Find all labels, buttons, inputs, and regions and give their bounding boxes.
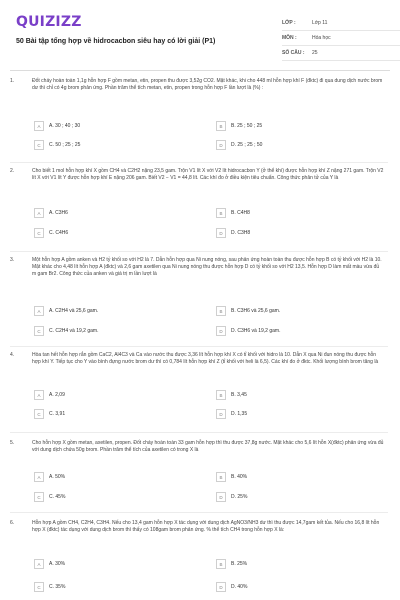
option-letter-box: A (34, 208, 44, 218)
option-letter-box: A (34, 559, 44, 569)
meta-table (282, 16, 400, 61)
question-text: Hỗn hợp A gồm CH4, C2H4, C3H4. Nếu cho 13,4 gam hỗn hợp X tác dụng với dung dịch AgNO3/NH3 dư thì thu được 14,7gam kết tủa. Nếu cho 16,8 lít hỗn hợp X (đktc) tác dụng với dung dịch brom thì thấy có 108gam brom phản ứng. % thể tích CH4 trong hỗn hợp X là: (32, 520, 380, 533)
question-number: 3. (10, 257, 15, 263)
question-number: 4. (10, 352, 15, 358)
option-text: D. 40% (231, 584, 248, 590)
worksheet-header (16, 6, 390, 68)
meta-value: 25 (312, 50, 318, 56)
option-letter-box: C (34, 228, 44, 238)
option-c[interactable] (34, 490, 184, 504)
worksheet-title: 50 Bài tập tổng hợp về hidrocacbon siêu hay có lời giải (P1) (16, 38, 216, 45)
option-letter-box: D (216, 326, 226, 336)
question-2 (10, 168, 388, 252)
option-d[interactable] (216, 580, 366, 594)
option-letter-box: D (216, 140, 226, 150)
option-d[interactable] (216, 407, 366, 421)
option-d[interactable] (216, 490, 366, 504)
option-c[interactable] (34, 324, 184, 338)
option-text: A. 30% (49, 561, 66, 567)
option-text: C. 35% (49, 584, 66, 590)
option-text: A. 50% (49, 474, 66, 480)
question-text: Hòa tan hết hỗn hợp rắn gồm CaC2, Al4C3 và Ca vào nước thu được 3,36 lít hỗn hợp khí X có tỉ khối với hidro là 10. Dẫn X qua Ni đun nóng thu được hỗn hợp khí Y. Tiếp tục cho Y vào bình đựng nước brom dư thì có 0,784 lít hỗn hợp khí Z (tỉ khối với heli là 6,5). Các khí đo ở đktc. Khối lượng bình brom tăng là (32, 352, 379, 365)
meta-key: SỐ CÂU : (282, 50, 305, 56)
question-5 (10, 440, 388, 516)
meta-key: MÔN : (282, 35, 297, 41)
question-6 (10, 520, 388, 600)
option-d[interactable] (216, 138, 366, 152)
option-letter-box: D (216, 409, 226, 419)
option-text: B. 25% (231, 561, 248, 567)
option-text: D. C3H8 (231, 230, 251, 236)
quizizz-logo: QUIZIZZ (16, 14, 82, 30)
question-divider (10, 512, 388, 513)
option-a[interactable] (34, 119, 184, 133)
option-b[interactable] (216, 388, 366, 402)
option-c[interactable] (34, 138, 184, 152)
question-text: Cho hỗn hợp X gồm metan, axetilen, propen. Đốt cháy hoàn toàn 33 gam hỗn hợp thì thu được 37,8g nước. Mặt khác cho 5,6 lít hỗn X(đktc) phản ứng vừa đủ với dung dịch chứa 50g brom. Phần trăm thể tích của axetilen có trong X là (32, 440, 384, 453)
option-letter-box: C (34, 492, 44, 502)
option-text: A. 2,09 (49, 392, 65, 398)
option-text: D. 25 ; 25 ; 50 (231, 142, 263, 148)
option-letter-box: C (34, 409, 44, 419)
option-text: A. C2H4 và 25,6 gam. (49, 308, 99, 314)
option-letter-box: A (34, 472, 44, 482)
question-text: Đốt cháy hoàn toàn 1,1g hỗn hợp F gồm metan, etin, propen thu được 3,52g CO2. Mặt khác, khi cho 448 ml hỗn hợp khí F (đktc) đi qua dung dịch nước brom dư thì chỉ có 4g brom phản ứng. Phần trăm thể tích metan, etin, propen trong hỗn hợp F lần lượt là (%) : (32, 78, 383, 91)
question-3 (10, 257, 388, 349)
question-divider (10, 432, 388, 433)
option-text: C. 45% (49, 494, 66, 500)
option-text: C. 50 ; 25 ; 25 (49, 142, 81, 148)
header-divider (10, 70, 390, 71)
question-divider (10, 251, 388, 252)
option-letter-box: B (216, 559, 226, 569)
option-a[interactable] (34, 388, 184, 402)
option-letter-box: D (216, 582, 226, 592)
question-number: 1. (10, 78, 15, 84)
option-letter-box: C (34, 326, 44, 336)
question-number: 5. (10, 440, 15, 446)
option-text: D. 25% (231, 494, 248, 500)
option-letter-box: A (34, 306, 44, 316)
option-letter-box: B (216, 390, 226, 400)
option-c[interactable] (34, 407, 184, 421)
option-text: C. C2H4 và 19,2 gam. (49, 328, 99, 334)
option-text: C. C4H6 (49, 230, 69, 236)
meta-row-subject (282, 31, 400, 46)
meta-value: Hóa học (312, 35, 331, 41)
option-c[interactable] (34, 226, 184, 240)
option-b[interactable] (216, 557, 366, 571)
question-1 (10, 78, 388, 162)
option-text: B. C3H6 và 25,6 gam. (231, 308, 281, 314)
question-4 (10, 352, 388, 432)
option-b[interactable] (216, 206, 366, 220)
option-letter-box: D (216, 492, 226, 502)
option-text: A. C3H6 (49, 210, 68, 216)
option-letter-box: D (216, 228, 226, 238)
question-number: 2. (10, 168, 15, 174)
option-text: C. 3,91 (49, 411, 66, 417)
option-a[interactable] (34, 470, 184, 484)
question-divider (10, 346, 388, 347)
option-b[interactable] (216, 304, 366, 318)
option-a[interactable] (34, 206, 184, 220)
option-text: B. 3,45 (231, 392, 247, 398)
option-text: B. 40% (231, 474, 248, 480)
option-letter-box: B (216, 121, 226, 131)
question-divider (10, 162, 388, 163)
option-c[interactable] (34, 580, 184, 594)
option-text: B. C4H8 (231, 210, 250, 216)
option-b[interactable] (216, 119, 366, 133)
option-a[interactable] (34, 304, 184, 318)
option-letter-box: A (34, 121, 44, 131)
question-text: Cho biết 1 mol hỗn hợp khí X gồm CH4 và C2H2 nặng 23,5 gam. Trộn V1 lít X với V2 lít hidrocacbon Y (ở thể khí) được hỗn hợp khí Z nặng 271 gam. Trộn V2 lít X với V1 lít Y được hỗn hợp khí E nặng 206 gam. Biết V2 − V1 = 44,8 lít. Các khí đo ở điều kiện tiêu chuẩn. Công thức phân tử của Y là (32, 168, 384, 181)
option-letter-box: C (34, 140, 44, 150)
question-text: Một hỗn hợp A gồm anken và H2 tỷ khối so với H2 là 7. Dẫn hỗn hợp qua Ni nung nóng, sau phản ứng hoàn toàn thu được hỗn hợp B có tỷ khối với H2 là 10. Mặt khác cho 4,48 lít hỗn hợp A (đktc) và 2,6 gam axetilen qua Ni nung nóng thu được hỗn hợp D có tỷ khối so với H2 13,5. Hỗn hợp D làm mất màu vừa đủ m gam Br2. Công thức của anken và giá trị m lần lượt là (32, 257, 382, 277)
meta-row-class (282, 16, 400, 31)
option-text: B. 25 ; 50 ; 25 (231, 123, 263, 129)
option-letter-box: A (34, 390, 44, 400)
option-letter-box: B (216, 472, 226, 482)
option-letter-box: B (216, 208, 226, 218)
question-number: 6. (10, 520, 15, 526)
meta-key: LỚP : (282, 20, 296, 26)
option-d[interactable] (216, 226, 366, 240)
option-b[interactable] (216, 470, 366, 484)
meta-row-count (282, 46, 400, 61)
option-text: D. C3H6 và 19,2 gam. (231, 328, 281, 334)
option-letter-box: C (34, 582, 44, 592)
option-d[interactable] (216, 324, 366, 338)
option-text: D. 1,35 (231, 411, 248, 417)
meta-value: Lớp 11 (312, 20, 328, 26)
option-a[interactable] (34, 557, 184, 571)
option-letter-box: B (216, 306, 226, 316)
option-text: A. 30 ; 40 ; 30 (49, 123, 81, 129)
